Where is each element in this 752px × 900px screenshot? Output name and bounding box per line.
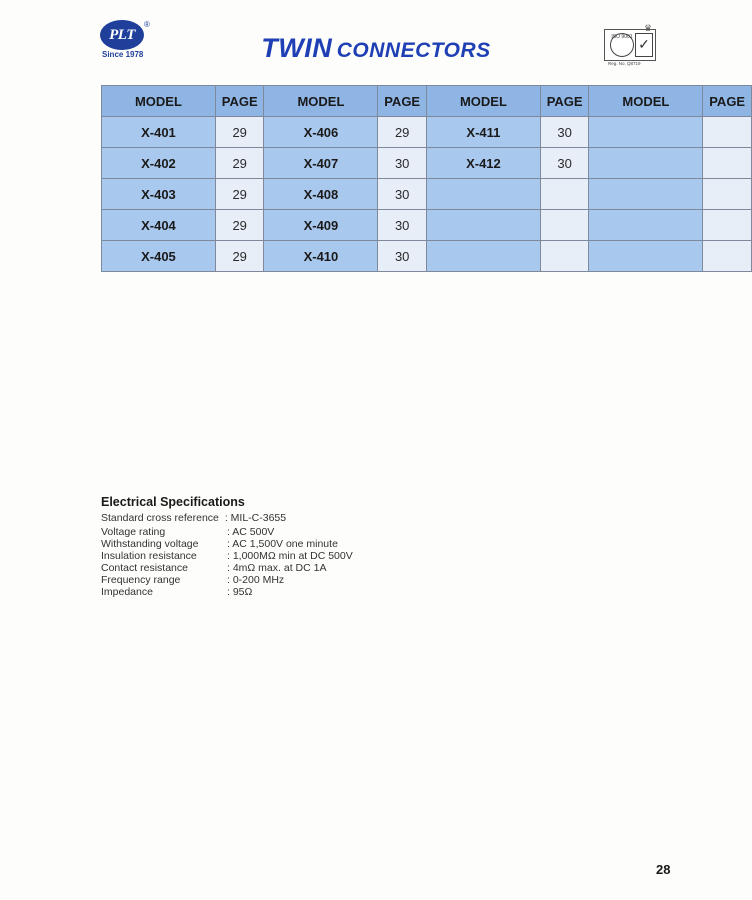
header-model: MODEL xyxy=(264,86,378,117)
header-model: MODEL xyxy=(102,86,216,117)
page-number: 28 xyxy=(656,862,671,877)
spec-row xyxy=(101,586,286,598)
electrical-specifications xyxy=(101,495,353,598)
model-cell: X-411 xyxy=(426,117,540,148)
spec-row xyxy=(101,526,286,538)
spec-label: Withstanding voltage xyxy=(101,538,199,550)
title-sub: CONNECTORS xyxy=(336,39,491,62)
model-cell xyxy=(426,179,540,210)
spec-label: Contact resistance xyxy=(101,562,188,574)
header-page: PAGE xyxy=(378,86,427,117)
title-main: TWIN xyxy=(261,33,333,63)
spec-value: : 95Ω xyxy=(227,586,253,598)
model-cell xyxy=(589,117,703,148)
spec-row-standard xyxy=(101,512,286,524)
model-cell: X-405 xyxy=(102,241,216,272)
table-row xyxy=(102,117,752,148)
model-cell xyxy=(589,241,703,272)
iso-certification-badge xyxy=(600,25,660,67)
iso-circle-icon: ISO 9001 xyxy=(610,33,634,57)
page-cell: 30 xyxy=(378,179,427,210)
spec-value: : AC 1,500V one minute xyxy=(227,538,338,550)
spec-value: : AC 500V xyxy=(227,526,275,538)
page-cell: 30 xyxy=(540,117,589,148)
table-row xyxy=(102,241,752,272)
cert-reg-number: Reg. No. Q8719 xyxy=(608,61,641,66)
page-cell xyxy=(540,179,589,210)
spec-value: : 0-200 MHz xyxy=(227,574,285,586)
header-model: MODEL xyxy=(589,86,703,117)
table-row xyxy=(102,148,752,179)
page-cell: 29 xyxy=(378,117,427,148)
page-cell: 29 xyxy=(215,179,264,210)
model-cell xyxy=(589,148,703,179)
page-cell xyxy=(703,210,752,241)
model-cell: X-404 xyxy=(102,210,216,241)
table-header-row xyxy=(102,86,752,117)
header-model: MODEL xyxy=(426,86,540,117)
crown-icon: ♛ xyxy=(644,23,653,33)
check-mark-icon: ✓ xyxy=(635,33,653,57)
page-cell: 30 xyxy=(378,148,427,179)
spec-value: : 1,000MΩ min at DC 500V xyxy=(227,550,353,562)
spec-row xyxy=(101,550,353,562)
model-cell xyxy=(426,210,540,241)
page-cell: 29 xyxy=(215,117,264,148)
page-cell: 29 xyxy=(215,241,264,272)
model-cell: X-406 xyxy=(264,117,378,148)
specs-title: Electrical Specifications xyxy=(101,495,245,509)
header-page: PAGE xyxy=(703,86,752,117)
page-cell: 30 xyxy=(540,148,589,179)
logo-oval: PLT xyxy=(100,20,144,50)
spec-label: Insulation resistance xyxy=(101,550,197,562)
page-cell xyxy=(703,241,752,272)
table-row xyxy=(102,179,752,210)
model-cell: X-407 xyxy=(264,148,378,179)
page-cell xyxy=(703,179,752,210)
model-cell: X-408 xyxy=(264,179,378,210)
spec-row xyxy=(101,574,286,586)
since-text: Since 1978 xyxy=(102,50,144,59)
header-page: PAGE xyxy=(540,86,589,117)
page-cell: 30 xyxy=(378,241,427,272)
page-cell xyxy=(703,148,752,179)
spec-label: Frequency range xyxy=(101,574,181,586)
model-cell xyxy=(589,179,703,210)
model-cell: X-402 xyxy=(102,148,216,179)
page-cell: 30 xyxy=(378,210,427,241)
page-cell: 29 xyxy=(215,148,264,179)
model-cell: X-409 xyxy=(264,210,378,241)
page-cell xyxy=(540,241,589,272)
spec-label: Impedance xyxy=(101,586,153,598)
table-row xyxy=(102,210,752,241)
spec-row xyxy=(101,538,338,550)
spec-row xyxy=(101,562,327,574)
spec-value: : MIL-C-3655 xyxy=(224,512,287,524)
page-cell: 29 xyxy=(215,210,264,241)
model-page-table xyxy=(101,85,752,272)
spec-value: : 4mΩ max. at DC 1A xyxy=(227,562,327,574)
model-cell: X-401 xyxy=(102,117,216,148)
header-page: PAGE xyxy=(215,86,264,117)
model-cell: X-412 xyxy=(426,148,540,179)
spec-label: Standard cross reference xyxy=(101,512,219,524)
model-cell xyxy=(426,241,540,272)
spec-label: Voltage rating xyxy=(101,526,166,538)
page-cell xyxy=(703,117,752,148)
model-cell: X-410 xyxy=(264,241,378,272)
model-cell: X-403 xyxy=(102,179,216,210)
model-cell xyxy=(589,210,703,241)
page-cell xyxy=(540,210,589,241)
registered-mark: ® xyxy=(144,20,150,29)
